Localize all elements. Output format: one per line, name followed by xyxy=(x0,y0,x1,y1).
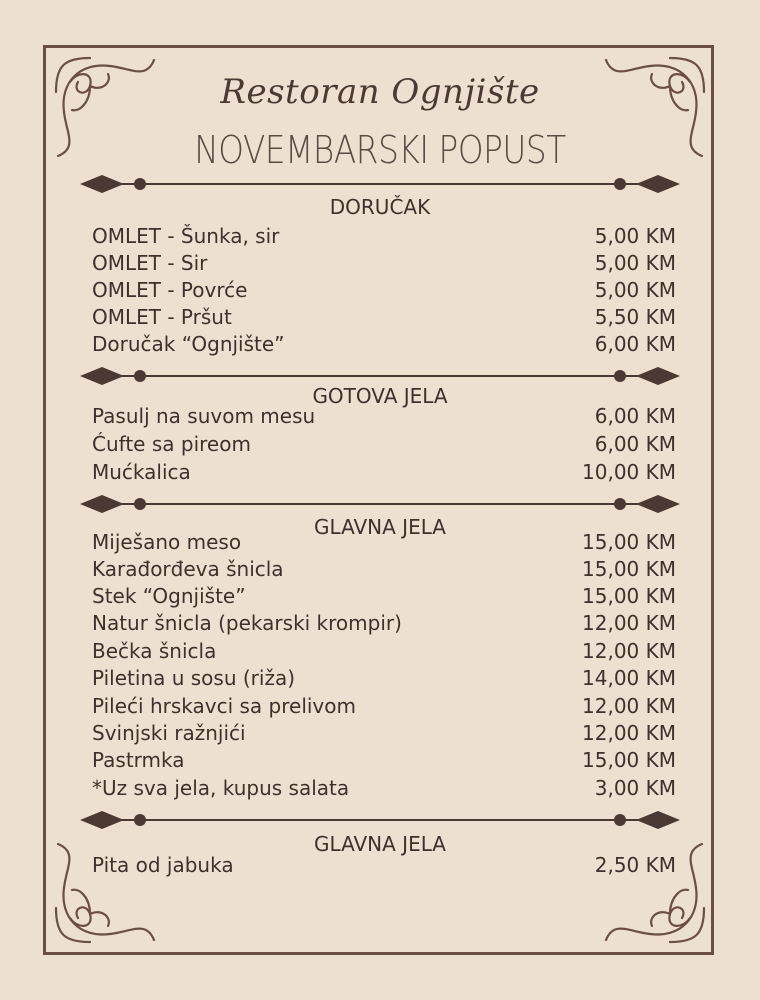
section-title-breakfast: DORUČAK xyxy=(329,195,431,219)
item-name: Pastrmka xyxy=(92,748,185,772)
menu-item xyxy=(92,694,676,721)
item-price: 6,00 KM xyxy=(594,404,676,428)
item-name: OMLET - Šunka, sir xyxy=(92,224,280,248)
menu-item xyxy=(92,853,676,880)
menu-item xyxy=(92,224,676,251)
menu-item xyxy=(92,721,676,748)
item-name: OMLET - Povrće xyxy=(92,278,248,302)
item-name: Doručak “Ognjište” xyxy=(92,332,285,356)
promo-title: NOVEMBARSKI POPUST xyxy=(194,128,566,172)
item-price: 12,00 KM xyxy=(582,721,676,745)
menu-item xyxy=(92,776,676,803)
menu-item xyxy=(92,251,676,278)
item-price: 6,00 KM xyxy=(594,332,676,356)
item-price: 10,00 KM xyxy=(582,460,676,484)
section-title-main-dishes: GLAVNA JELA xyxy=(313,515,446,539)
menu-item xyxy=(92,332,676,359)
item-name: Pita od jabuka xyxy=(92,853,234,877)
menu-item xyxy=(92,278,676,305)
item-name: Bečka šnicla xyxy=(92,639,217,663)
ornament-divider xyxy=(80,806,680,834)
item-price: 3,00 KM xyxy=(594,776,676,800)
item-price: 15,00 KM xyxy=(582,748,676,772)
item-price: 15,00 KM xyxy=(582,530,676,554)
item-price: 15,00 KM xyxy=(582,557,676,581)
item-name: Ćufte sa pireom xyxy=(92,432,251,456)
menu-item xyxy=(92,611,676,638)
item-price: 12,00 KM xyxy=(582,639,676,663)
menu-item xyxy=(92,584,676,611)
menu-item xyxy=(92,530,676,557)
item-name: *Uz sva jela, kupus salata xyxy=(92,776,350,800)
item-name: OMLET - Pršut xyxy=(92,305,232,329)
ornament-divider xyxy=(80,170,680,198)
item-name: Piletina u sosu (riža) xyxy=(92,666,296,690)
section-title-dessert: GLAVNA JELA xyxy=(313,832,446,856)
item-price: 5,00 KM xyxy=(594,224,676,248)
item-name: Natur šnicla (pekarski krompir) xyxy=(92,611,402,635)
item-price: 6,00 KM xyxy=(594,432,676,456)
item-name: Stek “Ognjište” xyxy=(92,584,246,608)
item-price: 5,00 KM xyxy=(594,251,676,275)
section-title-ready-meals: GOTOVA JELA xyxy=(312,384,448,408)
menu-item xyxy=(92,666,676,693)
ornament-divider xyxy=(80,490,680,518)
item-name: Svinjski ražnjići xyxy=(92,721,246,745)
menu-item xyxy=(92,432,676,459)
item-name: Mućkalica xyxy=(92,460,191,484)
item-price: 5,50 KM xyxy=(594,305,676,329)
item-price: 15,00 KM xyxy=(582,584,676,608)
item-price: 2,50 KM xyxy=(594,853,676,877)
item-name: OMLET - Sir xyxy=(92,251,208,275)
menu-item xyxy=(92,639,676,666)
menu-item xyxy=(92,557,676,584)
item-price: 12,00 KM xyxy=(582,611,676,635)
menu-item xyxy=(92,460,676,487)
item-price: 12,00 KM xyxy=(582,694,676,718)
menu-item xyxy=(92,404,676,431)
item-price: 5,00 KM xyxy=(594,278,676,302)
item-name: Pasulj na suvom mesu xyxy=(92,404,316,428)
menu-item xyxy=(92,748,676,775)
item-price: 14,00 KM xyxy=(582,666,676,690)
restaurant-name: Restoran Ognjište xyxy=(220,72,540,112)
item-name: Miješano meso xyxy=(92,530,242,554)
item-name: Pileći hrskavci sa prelivom xyxy=(92,694,356,718)
item-name: Karađorđeva šnicla xyxy=(92,557,284,581)
menu-item xyxy=(92,305,676,332)
